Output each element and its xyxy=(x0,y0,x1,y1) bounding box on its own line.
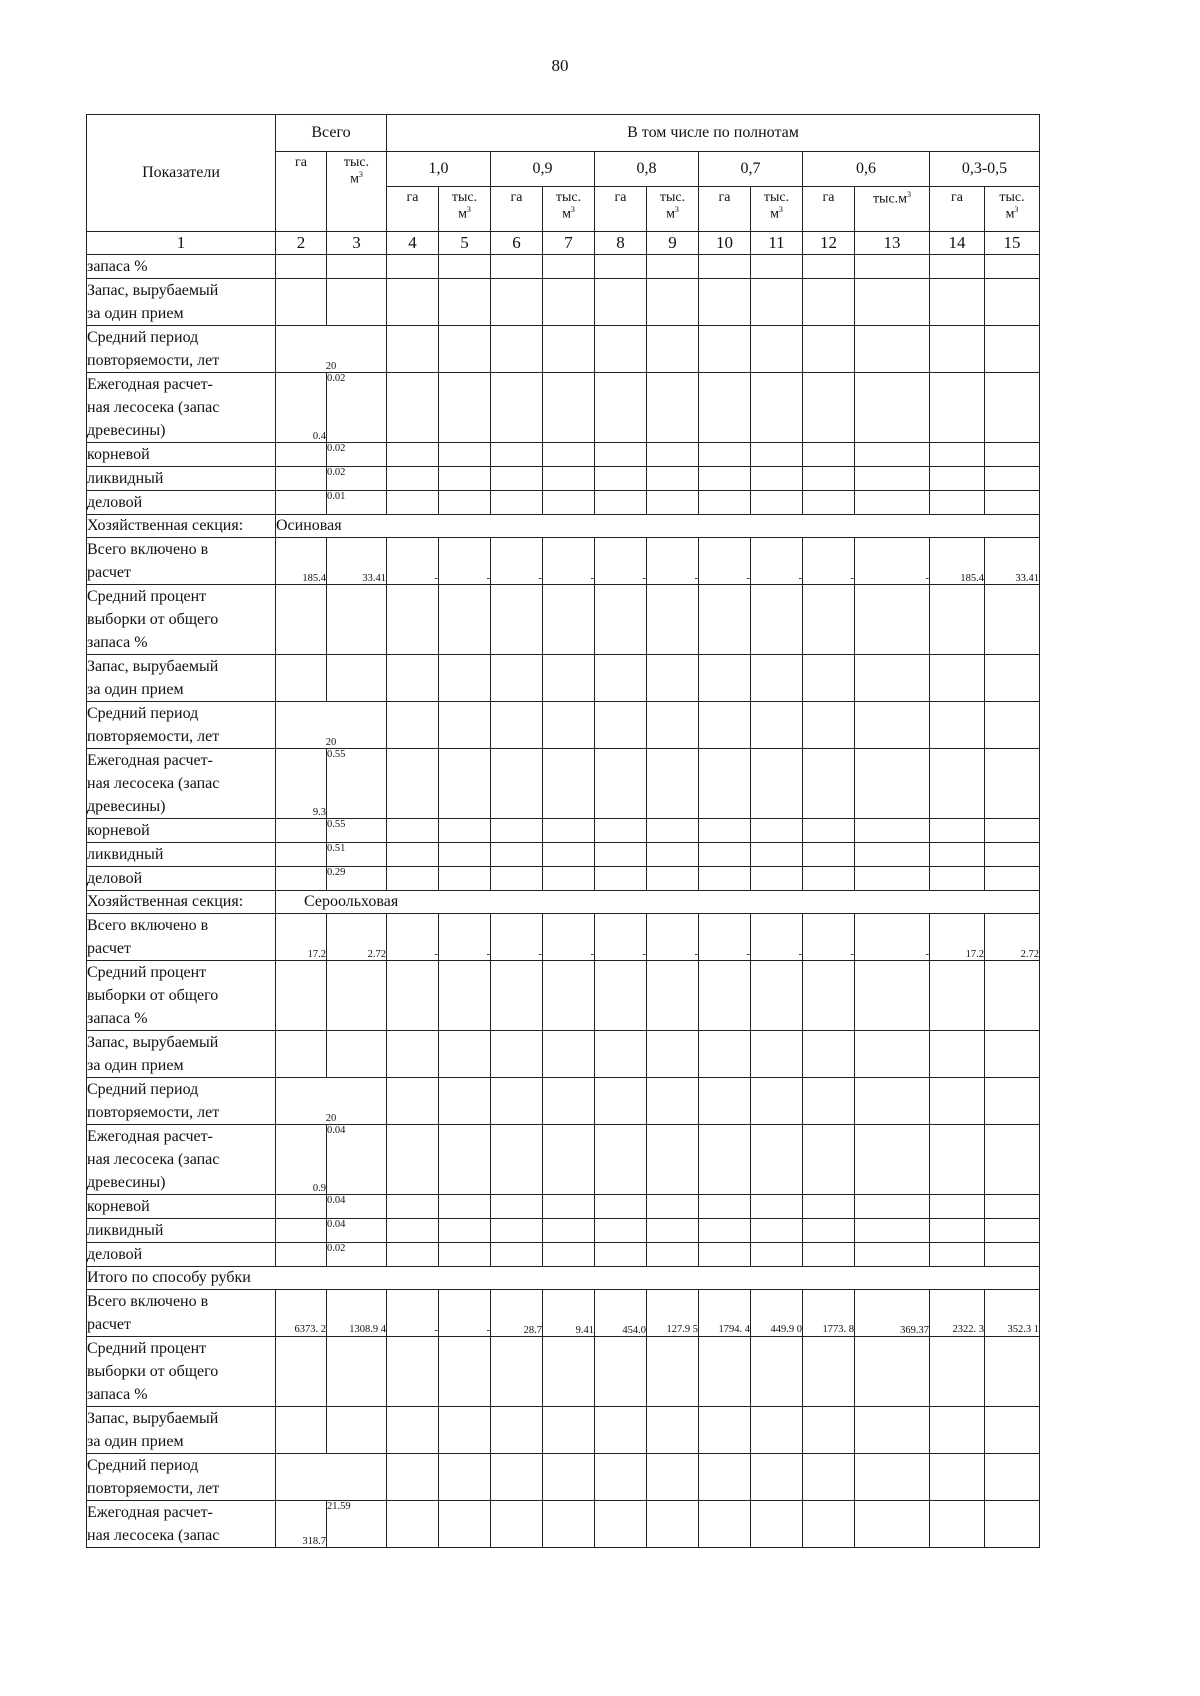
header-total-m3: тыс. $м^3$ xyxy=(327,152,387,232)
row-label: Запас, вырубаемый за один прием xyxy=(87,1407,276,1454)
cell-ha: 1794. 4 xyxy=(699,1290,751,1337)
table-row xyxy=(87,1454,1040,1501)
table-row xyxy=(87,702,1040,749)
dash-cell: - xyxy=(647,538,699,585)
dash-cell: - xyxy=(595,538,647,585)
dash-cell: - xyxy=(647,914,699,961)
cell-m3: 0.51 xyxy=(327,843,387,867)
dash-cell: - xyxy=(387,914,439,961)
row-label: деловой xyxy=(87,1243,276,1267)
header-m3-13: $тыс.м^3$ xyxy=(855,187,930,232)
dash-cell: - xyxy=(543,914,595,961)
dash-cell: - xyxy=(439,538,491,585)
dash-cell: - xyxy=(751,914,803,961)
row-label: деловой xyxy=(87,867,276,891)
cell-ha: 185.4 xyxy=(930,538,985,585)
row-label: Средний период повторяемости, лет xyxy=(87,1078,276,1125)
row-label: Запас, вырубаемый за один прием xyxy=(87,1031,276,1078)
cell-m3: 2.72 xyxy=(985,914,1040,961)
dash-cell: - xyxy=(699,914,751,961)
header-density-1-0: 1,0 xyxy=(387,152,491,187)
cell-ha: 9.3 xyxy=(276,749,327,819)
dash-cell: - xyxy=(595,914,647,961)
cell-ha: 0.9 xyxy=(276,1125,327,1195)
cell-m3: 127.9 5 xyxy=(647,1290,699,1337)
cell-ha: 6373. 2 xyxy=(276,1290,327,1337)
header-density-0-8: 0,8 xyxy=(595,152,699,187)
row-label: Запас, вырубаемый за один прием xyxy=(87,655,276,702)
section-label: Итого по способу рубки xyxy=(87,1267,1040,1290)
dash-cell: - xyxy=(439,914,491,961)
header-ha: га xyxy=(387,187,439,232)
cell-m3: 0.01 xyxy=(327,491,387,515)
section-label: Хозяйственная секция: xyxy=(87,515,276,538)
row-label: корневой xyxy=(87,1195,276,1219)
row-label: Средний период повторяемости, лет xyxy=(87,326,276,373)
row-label: корневой xyxy=(87,819,276,843)
table-row xyxy=(87,961,1040,1031)
table-row xyxy=(87,1195,1040,1219)
col-number: 7 xyxy=(543,232,595,255)
cell-m3: 0.02 xyxy=(327,373,387,443)
row-label: Средний период повторяемости, лет xyxy=(87,702,276,749)
col-number: 2 xyxy=(276,232,327,255)
cutting-area-table xyxy=(86,114,1040,1548)
header-density-0-9: 0,9 xyxy=(491,152,595,187)
row-label: ликвидный xyxy=(87,467,276,491)
cell-ha: 1773. 8 xyxy=(803,1290,855,1337)
row-label: Ежегодная расчет- ная лесосека (запас древесины) xyxy=(87,1125,276,1195)
table-row xyxy=(87,1407,1040,1454)
header-by-density: В том числе по полнотам xyxy=(387,115,1040,152)
cell-m3: 0.02 xyxy=(327,443,387,467)
table-row xyxy=(87,867,1040,891)
row-label: корневой xyxy=(87,443,276,467)
cell-m3: 0.02 xyxy=(327,467,387,491)
section-label: Хозяйственная секция: xyxy=(87,891,276,914)
period-value: 20 xyxy=(276,702,387,749)
table-row xyxy=(87,467,1040,491)
cell-m3: 0.55 xyxy=(327,749,387,819)
header-density-0-7: 0,7 xyxy=(699,152,803,187)
row-label: Ежегодная расчет- ная лесосека (запас древесины) xyxy=(87,373,276,443)
table-row xyxy=(87,538,1040,585)
table-row xyxy=(87,1501,1040,1548)
row-label: Всего включено в расчет xyxy=(87,1290,276,1337)
cell-ha: 28.7 xyxy=(491,1290,543,1337)
dash-cell: - xyxy=(491,538,543,585)
cell-ha: 17.2 xyxy=(930,914,985,961)
dash-cell: - xyxy=(387,538,439,585)
section-name: Сероольховая xyxy=(276,891,1040,914)
col-number: 12 xyxy=(803,232,855,255)
table-row xyxy=(87,914,1040,961)
header-ha: га xyxy=(930,187,985,232)
column-numbers-row xyxy=(87,232,1040,255)
col-number: 1 xyxy=(87,232,276,255)
col-number: 14 xyxy=(930,232,985,255)
cell-m3: 2.72 xyxy=(327,914,387,961)
header-m3: тыс. $м^3$ xyxy=(647,187,699,232)
col-number: 3 xyxy=(327,232,387,255)
dash-cell: - xyxy=(803,538,855,585)
row-label: запаса % xyxy=(87,255,276,279)
table-row xyxy=(87,373,1040,443)
cell-m3: 352.3 1 xyxy=(985,1290,1040,1337)
cell-m3: 1308.9 4 xyxy=(327,1290,387,1337)
header-indicators: Показатели xyxy=(87,115,276,232)
table-row xyxy=(87,843,1040,867)
col-number: 6 xyxy=(491,232,543,255)
table-row xyxy=(87,1125,1040,1195)
col-number: 4 xyxy=(387,232,439,255)
row-label: Средний процент выборки от общего запаса % xyxy=(87,1337,276,1407)
header-m3: тыс. $м^3$ xyxy=(985,187,1040,232)
row-label: Всего включено в расчет xyxy=(87,538,276,585)
col-number: 13 xyxy=(855,232,930,255)
row-label: Всего включено в расчет xyxy=(87,914,276,961)
header-ha: га xyxy=(595,187,647,232)
cell-ha: 318.7 xyxy=(276,1501,327,1548)
dash-cell: - xyxy=(855,538,930,585)
header-total-ha: га xyxy=(276,152,327,232)
cell-m3: 9.41 xyxy=(543,1290,595,1337)
cell-ha: 2322. 3 xyxy=(930,1290,985,1337)
cell-m3: 449.9 0 xyxy=(751,1290,803,1337)
cell-m3: 33.41 xyxy=(327,538,387,585)
cell-ha: 17.2 xyxy=(276,914,327,961)
section-header-row xyxy=(87,1267,1040,1290)
table-row xyxy=(87,1337,1040,1407)
table-row xyxy=(87,585,1040,655)
cell-ha: 185.4 xyxy=(276,538,327,585)
dash-cell: - xyxy=(699,538,751,585)
table-row xyxy=(87,255,1040,279)
cell-ha: 454.0 xyxy=(595,1290,647,1337)
col-number: 10 xyxy=(699,232,751,255)
table-row xyxy=(87,1243,1040,1267)
cell-m3: 369.37 xyxy=(855,1290,930,1337)
col-number: 15 xyxy=(985,232,1040,255)
dash-cell: - xyxy=(439,1290,491,1337)
section-header-row xyxy=(87,891,1040,914)
table-row xyxy=(87,1219,1040,1243)
header-m3: тыс. $м^3$ xyxy=(543,187,595,232)
table-row xyxy=(87,326,1040,373)
dash-cell: - xyxy=(855,914,930,961)
dash-cell: - xyxy=(387,1290,439,1337)
header-m3: тыс. $м^3$ xyxy=(751,187,803,232)
cell-m3: 0.29 xyxy=(327,867,387,891)
row-label: ликвидный xyxy=(87,843,276,867)
cell-m3: 21.59 xyxy=(327,1501,387,1548)
table-row xyxy=(87,819,1040,843)
table-row xyxy=(87,1031,1040,1078)
col-number: 8 xyxy=(595,232,647,255)
cell-m3: 0.02 xyxy=(327,1243,387,1267)
header-ha: га xyxy=(491,187,543,232)
row-label: Средний период повторяемости, лет xyxy=(87,1454,276,1501)
cell-m3: 0.55 xyxy=(327,819,387,843)
table-row xyxy=(87,1078,1040,1125)
header-ha: га xyxy=(803,187,855,232)
section-name: Осиновая xyxy=(276,515,1040,538)
period-value: 20 xyxy=(276,1078,387,1125)
dash-cell: - xyxy=(751,538,803,585)
period-value: 20 xyxy=(276,326,387,373)
dash-cell: - xyxy=(491,914,543,961)
cell-m3: 0.04 xyxy=(327,1125,387,1195)
row-label: Ежегодная расчет- ная лесосека (запас xyxy=(87,1501,276,1548)
section-header-row xyxy=(87,515,1040,538)
col-number: 11 xyxy=(751,232,803,255)
table-row xyxy=(87,491,1040,515)
table-row xyxy=(87,655,1040,702)
col-number: 5 xyxy=(439,232,491,255)
header-ha: га xyxy=(699,187,751,232)
cell-ha: 0.4 xyxy=(276,373,327,443)
table-row xyxy=(87,279,1040,326)
cell-m3: 33.41 xyxy=(985,538,1040,585)
cell-m3: 0.04 xyxy=(327,1195,387,1219)
table-row xyxy=(87,749,1040,819)
row-label: ликвидный xyxy=(87,1219,276,1243)
cell-m3: 0.04 xyxy=(327,1219,387,1243)
table-row xyxy=(87,443,1040,467)
col-number: 9 xyxy=(647,232,699,255)
table-row xyxy=(87,1290,1040,1337)
header-density-0-3-0-5: 0,3-0,5 xyxy=(930,152,1040,187)
dash-cell: - xyxy=(803,914,855,961)
header-m3: тыс. $м^3$ xyxy=(439,187,491,232)
row-label: Средний процент выборки от общего запаса % xyxy=(87,961,276,1031)
dash-cell: - xyxy=(543,538,595,585)
row-label: Запас, вырубаемый за один прием xyxy=(87,279,276,326)
row-label: деловой xyxy=(87,491,276,515)
row-label: Ежегодная расчет- ная лесосека (запас древесины) xyxy=(87,749,276,819)
table-header xyxy=(87,115,1040,255)
header-total: Всего xyxy=(276,115,387,152)
page-number: 80 xyxy=(551,56,569,75)
header-density-0-6: 0,6 xyxy=(803,152,930,187)
row-label: Средний процент выборки от общего запаса % xyxy=(87,585,276,655)
